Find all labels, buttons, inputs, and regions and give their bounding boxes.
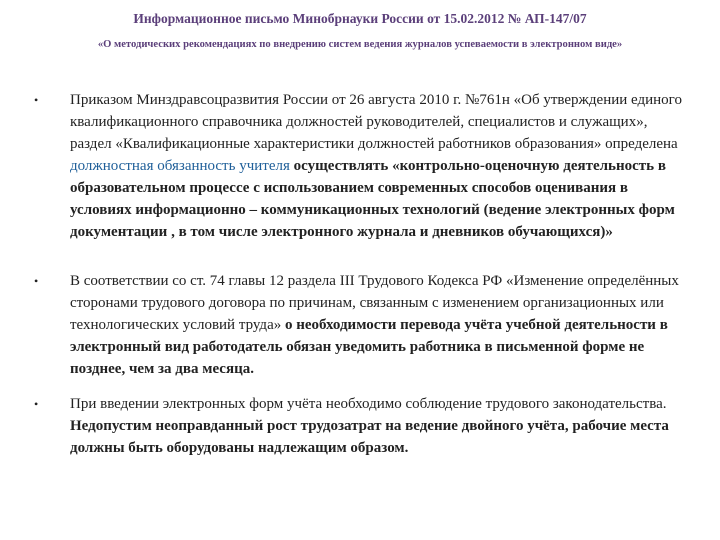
bullet-text-emphasis: осуществлять «контрольно-оценочную деятельность в образовательном процессе с использованием современных способов оценивания в условиях информационно – коммуникационных технологий (ведение электронных форм документации , в том числе электронного журнала и дневников обучающихся)» [70,158,675,240]
bullet-item-labor-law [70,393,692,459]
bullet-text-highlight: должностная обязанность учителя [70,158,290,174]
bullet-item-labor-code [70,270,692,380]
bullet-text: В соответствии со ст. 74 главы 12 раздела III Трудового Кодекса РФ «Изменение определённых сторонами трудового договора по причинам, связанным с изменением организационных или технологических условий труда» [70,273,679,333]
bullet-text: Приказом Минздравсоцразвития России от 26 августа 2010 г. №761н «Об утверждении единого квалификационного справочника должностей руководителей, специалистов и служащих», раздел «Квалификационные характеристики должностей работников образования» определена [70,92,682,152]
slide-title: Информационное письмо Минобрнауки России от 15.02.2012 № АП-147/07 [133,11,587,26]
bullet-marker: • [34,93,39,107]
bullet-text-emphasis: о необходимости перевода учёта учебной деятельности в электронный вид работодатель обязан уведомить работника в письменной форме не позднее, чем за два месяца. [70,317,668,377]
slide-subtitle: «О методических рекомендациях по внедрению систем ведения журналов успеваемости в электронном виде» [97,39,623,50]
slide-header [0,10,720,52]
bullet-marker: • [34,274,39,288]
bullet-text: При введении электронных форм учёта необходимо соблюдение трудового законодательства. [70,396,667,412]
bullet-item-order-761n [70,89,692,243]
bullet-marker: • [34,397,39,411]
bullet-text-emphasis: Недопустим неоправданный рост трудозатрат на ведение двойного учёта, рабочие места должны быть оборудованы надлежащим образом. [70,418,669,456]
